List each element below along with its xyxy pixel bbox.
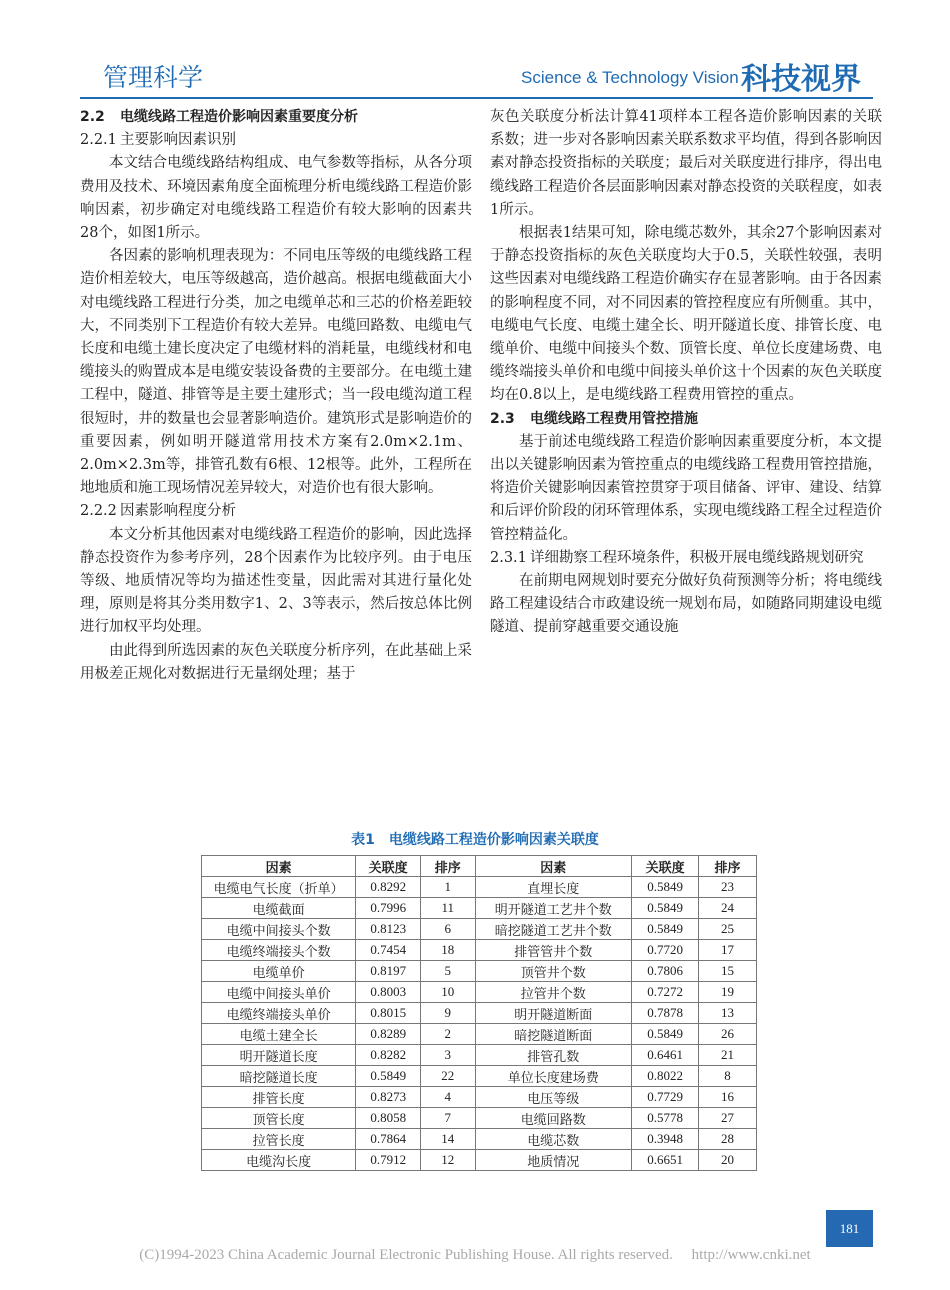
cell-factor: 暗挖隧道长度 xyxy=(202,1066,356,1087)
cell-correlation: 0.7996 xyxy=(356,898,421,919)
cell-correlation: 0.8292 xyxy=(356,877,421,898)
cell-factor: 排管管井个数 xyxy=(475,940,632,961)
cell-rank: 18 xyxy=(421,940,475,961)
cell-rank: 15 xyxy=(699,961,757,982)
header-factor: 因素 xyxy=(475,856,632,877)
table-header-row xyxy=(202,856,757,877)
cell-rank: 16 xyxy=(699,1087,757,1108)
cell-factor: 电缆单价 xyxy=(202,961,356,982)
paragraph: 根据表1结果可知，除电缆芯数外，其余27个影响因素对于静态投资指标的灰色关联度均大于0.5，关联性较强，表明这些因素对电缆线路工程造价确实存在显著影响。由于各因素的影响程度不同，对不同因素的管控程度应有所侧重。其中，电缆电气长度、电缆土建全长、明开隧道长度、排管长度、电缆单价、电缆中间接头个数、顶管长度、单位长度建场费、电缆终端接头单价和电缆中间接头单价这十个因素的灰色关联度均在0.8以上，是电缆线路工程费用管控的重点。 xyxy=(490,225,882,404)
cell-rank: 8 xyxy=(699,1066,757,1087)
cell-factor: 电缆终端接头单价 xyxy=(202,1003,356,1024)
cell-factor: 拉管长度 xyxy=(202,1129,356,1150)
cell-rank: 2 xyxy=(421,1024,475,1045)
table-caption: 表1 电缆线路工程造价影响因素关联度 xyxy=(351,832,599,848)
cell-factor: 排管长度 xyxy=(202,1087,356,1108)
left-column xyxy=(80,106,472,686)
cell-factor: 电缆芯数 xyxy=(475,1129,632,1150)
cell-correlation: 0.8289 xyxy=(356,1024,421,1045)
cell-factor: 排管孔数 xyxy=(475,1045,632,1066)
cell-rank: 25 xyxy=(699,919,757,940)
cell-factor: 电缆电气长度（折单） xyxy=(202,877,356,898)
paragraph-continued: 灰色关联度分析法计算41项样本工程各造价影响因素的关联系数；进一步对各影响因素关联系数求平均值，得到各影响因素对静态投资指标的关联度；最后对关联度进行排序，得出电缆线路工程造价各层面影响因素对静态投资的关联程度，如表1所示。 xyxy=(490,109,882,218)
cell-rank: 5 xyxy=(421,961,475,982)
cell-rank: 19 xyxy=(699,982,757,1003)
cell-factor: 电缆终端接头个数 xyxy=(202,940,356,961)
cell-correlation: 0.8123 xyxy=(356,919,421,940)
cell-factor: 电缆中间接头单价 xyxy=(202,982,356,1003)
header-divider xyxy=(80,97,873,99)
table-row xyxy=(202,1129,757,1150)
cell-rank: 1 xyxy=(421,877,475,898)
cell-correlation: 0.7272 xyxy=(632,982,699,1003)
cell-rank: 24 xyxy=(699,898,757,919)
paragraph: 各因素的影响机理表现为：不同电压等级的电缆线路工程造价相差较大，电压等级越高，造价越高。根据电缆截面大小对电缆线路工程进行分类，加之电缆单芯和三芯的价格差距较大，不同类别下工程造价有较大差异。电缆回路数、电缆电气长度和电缆土建长度决定了电缆材料的消耗量，电缆线材和电缆接头的购置成本是电缆安装设备费的主要部分。在电缆土建工程中，隧道、排管等是主要土建形式；当一段电缆沟道工程很短时，井的数量也会显著影响造价。建筑形式是影响造价的重要因素，例如明开隧道常用技术方案有2.0m×2.1m、2.0m×2.3m等，排管孔数有6根、12根等。此外，工程所在地地质和施工现场情况差异较大，对造价也有很大影响。 xyxy=(80,248,472,497)
cell-factor: 单位长度建场费 xyxy=(475,1066,632,1087)
paragraph: 本文分析其他因素对电缆线路工程造价的影响，因此选择静态投资作为参考序列，28个因素作为比较序列。由于电压等级、地质情况等均为描述性变量，因此需对其进行量化处理，原则是将其分类用数字1、2、3等表示，然后按总体比例进行加权平均处理。 xyxy=(80,526,472,636)
cell-factor: 暗挖隧道工艺井个数 xyxy=(475,919,632,940)
cell-correlation: 0.7878 xyxy=(632,1003,699,1024)
cell-correlation: 0.7806 xyxy=(632,961,699,982)
cell-factor: 暗挖隧道断面 xyxy=(475,1024,632,1045)
table-row xyxy=(202,1024,757,1045)
cell-factor: 电缆沟长度 xyxy=(202,1150,356,1171)
cell-correlation: 0.8058 xyxy=(356,1108,421,1129)
cell-correlation: 0.5849 xyxy=(632,877,699,898)
cell-correlation: 0.8197 xyxy=(356,961,421,982)
cell-factor: 拉管井个数 xyxy=(475,982,632,1003)
cell-factor: 明开隧道工艺井个数 xyxy=(475,898,632,919)
paragraph: 由此得到所选因素的灰色关联度分析序列，在此基础上采用极差正规化对数据进行无量纲处理；基于 xyxy=(80,642,472,682)
cell-rank: 14 xyxy=(421,1129,475,1150)
paragraph: 在前期电网规划时要充分做好负荷预测等分析；将电缆线路工程建设结合市政建设统一规划布局，如随路同期建设电缆隧道、提前穿越重要交通设施 xyxy=(490,573,882,636)
cell-correlation: 0.5778 xyxy=(632,1108,699,1129)
table-row xyxy=(202,982,757,1003)
table-row xyxy=(202,1045,757,1066)
cell-rank: 26 xyxy=(699,1024,757,1045)
cell-factor: 地质情况 xyxy=(475,1150,632,1171)
cell-correlation: 0.6651 xyxy=(632,1150,699,1171)
table-row xyxy=(202,877,757,898)
header-factor: 因素 xyxy=(202,856,356,877)
cell-correlation: 0.8015 xyxy=(356,1003,421,1024)
cell-correlation: 0.8273 xyxy=(356,1087,421,1108)
cell-rank: 4 xyxy=(421,1087,475,1108)
cell-correlation: 0.7720 xyxy=(632,940,699,961)
cell-correlation: 0.7912 xyxy=(356,1150,421,1171)
section-heading-2-2-1: 2.2.1 主要影响因素识别 xyxy=(80,132,236,149)
cell-factor: 电缆截面 xyxy=(202,898,356,919)
header-rank: 排序 xyxy=(699,856,757,877)
cell-factor: 电缆回路数 xyxy=(475,1108,632,1129)
table-row xyxy=(202,898,757,919)
cell-correlation: 0.5849 xyxy=(356,1066,421,1087)
cell-correlation: 0.7864 xyxy=(356,1129,421,1150)
journal-section-title: 管理科学 xyxy=(103,63,204,92)
table-row xyxy=(202,1003,757,1024)
cell-factor: 顶管长度 xyxy=(202,1108,356,1129)
table-row xyxy=(202,940,757,961)
cell-rank: 28 xyxy=(699,1129,757,1150)
cell-rank: 9 xyxy=(421,1003,475,1024)
section-heading-2-3-1: 2.3.1 详细勘察工程环境条件，积极开展电缆线路规划研究 xyxy=(490,549,864,566)
cell-rank: 12 xyxy=(421,1150,475,1171)
cell-rank: 3 xyxy=(421,1045,475,1066)
correlation-table xyxy=(201,855,757,1171)
cell-correlation: 0.5849 xyxy=(632,1024,699,1045)
paragraph: 本文结合电缆线路结构组成、电气参数等指标，从各分项费用及技术、环境因素角度全面梳理分析电缆线路工程造价影响因素，初步确定对电缆线路工程造价有较大影响的因素共28个，如图1所示。 xyxy=(80,155,472,242)
cell-correlation: 0.8003 xyxy=(356,982,421,1003)
cell-factor: 电压等级 xyxy=(475,1087,632,1108)
cell-rank: 10 xyxy=(421,982,475,1003)
cell-correlation: 0.5849 xyxy=(632,919,699,940)
table-row xyxy=(202,1066,757,1087)
cell-rank: 6 xyxy=(421,919,475,940)
cell-rank: 7 xyxy=(421,1108,475,1129)
journal-name-english: Science & Technology Vision xyxy=(521,68,739,87)
cell-correlation: 0.8282 xyxy=(356,1045,421,1066)
header-correlation: 关联度 xyxy=(356,856,421,877)
right-column xyxy=(490,106,882,640)
section-heading-2-2-2: 2.2.2 因素影响程度分析 xyxy=(80,503,236,520)
section-heading-2-3: 2.3 电缆线路工程费用管控措施 xyxy=(490,410,698,427)
table-row xyxy=(202,1087,757,1108)
cell-rank: 20 xyxy=(699,1150,757,1171)
page-number: 181 xyxy=(826,1210,873,1247)
table-body xyxy=(202,877,757,1171)
cell-rank: 27 xyxy=(699,1108,757,1129)
cell-factor: 电缆中间接头个数 xyxy=(202,919,356,940)
cell-factor: 明开隧道长度 xyxy=(202,1045,356,1066)
cell-rank: 23 xyxy=(699,877,757,898)
cell-correlation: 0.8022 xyxy=(632,1066,699,1087)
cell-rank: 13 xyxy=(699,1003,757,1024)
paragraph: 基于前述电缆线路工程造价影响因素重要度分析，本文提出以关键影响因素为管控重点的电缆线路工程费用管控措施，将造价关键影响因素管控贯穿于项目储备、评审、建设、结算和后评价阶段的闭环管理体系，实现电缆线路工程全过程造价管控精益化。 xyxy=(490,433,882,543)
header-rank: 排序 xyxy=(421,856,475,877)
cell-correlation: 0.7729 xyxy=(632,1087,699,1108)
table-row xyxy=(202,1150,757,1171)
cell-factor: 直埋长度 xyxy=(475,877,632,898)
cell-rank: 11 xyxy=(421,898,475,919)
cell-factor: 电缆土建全长 xyxy=(202,1024,356,1045)
cell-correlation: 0.3948 xyxy=(632,1129,699,1150)
cell-factor: 顶管井个数 xyxy=(475,961,632,982)
journal-name-chinese: 科技视界 xyxy=(741,62,861,97)
cell-correlation: 0.6461 xyxy=(632,1045,699,1066)
table-row xyxy=(202,961,757,982)
cell-rank: 22 xyxy=(421,1066,475,1087)
cell-rank: 21 xyxy=(699,1045,757,1066)
table-row xyxy=(202,919,757,940)
header-correlation: 关联度 xyxy=(632,856,699,877)
section-heading-2-2: 2.2 电缆线路工程造价影响因素重要度分析 xyxy=(80,109,358,125)
copyright-footer: (C)1994-2023 China Academic Journal Electronic Publishing House. All rights reserved. http://www.cnki.net xyxy=(139,1247,811,1263)
cell-correlation: 0.7454 xyxy=(356,940,421,961)
cell-correlation: 0.5849 xyxy=(632,898,699,919)
table-row xyxy=(202,1108,757,1129)
cell-factor: 明开隧道断面 xyxy=(475,1003,632,1024)
cell-rank: 17 xyxy=(699,940,757,961)
